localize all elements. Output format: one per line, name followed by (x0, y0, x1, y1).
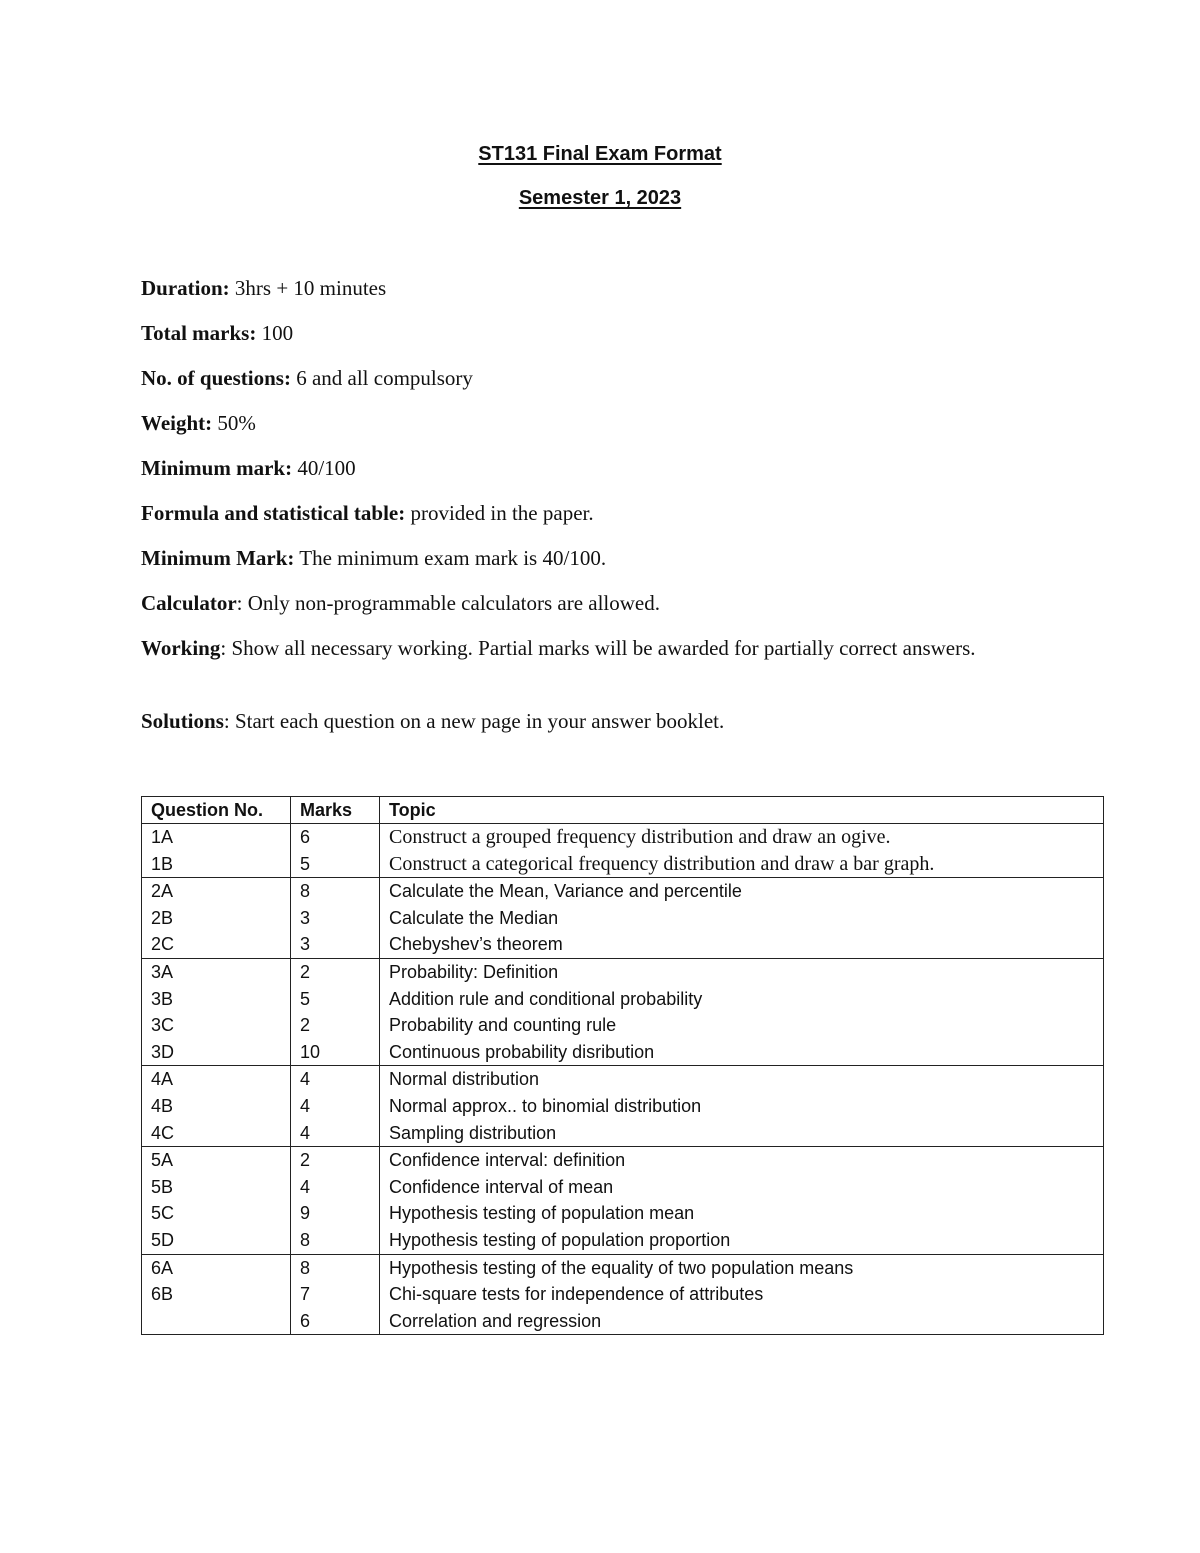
topic-cell: Addition rule and conditional probability (380, 986, 1104, 1013)
table-row (142, 1308, 1104, 1335)
marks-cell: 5 (291, 851, 380, 878)
info-value: 50% (212, 411, 256, 435)
info-value: : Show all necessary working. Partial marks will be awarded for partially correct answers. (220, 636, 976, 660)
table-row (142, 878, 1104, 905)
marks-cell: 2 (291, 1147, 380, 1174)
info-value: : Start each question on a new page in your answer booklet. (223, 709, 725, 733)
table-row (142, 1254, 1104, 1281)
info-label: Minimum mark: (141, 456, 293, 480)
marks-cell: 4 (291, 1174, 380, 1201)
question-cell: 5B (142, 1174, 291, 1201)
header-marks: Marks (291, 797, 380, 824)
marks-cell: 3 (291, 905, 380, 932)
info-value: provided in the paper. (405, 501, 594, 525)
marks-cell: 3 (291, 931, 380, 958)
question-cell: 6A (142, 1254, 291, 1281)
info-label: Total marks: (141, 321, 257, 345)
topic-cell: Confidence interval of mean (380, 1174, 1104, 1201)
marks-cell: 8 (291, 1227, 380, 1254)
question-cell: 5C (142, 1200, 291, 1227)
info-label: Solutions (141, 709, 224, 733)
topic-cell: Hypothesis testing of population proportion (380, 1227, 1104, 1254)
marks-cell: 10 (291, 1039, 380, 1066)
topic-cell: Probability: Definition (380, 958, 1104, 985)
info-working (141, 634, 1021, 662)
info-value: 3hrs + 10 minutes (229, 276, 387, 300)
marks-cell: 8 (291, 1254, 380, 1281)
info-solutions (141, 707, 1041, 735)
topic-cell: Normal approx.. to binomial distribution (380, 1093, 1104, 1120)
info-duration (141, 274, 1041, 302)
topic-cell: Chebyshev’s theorem (380, 931, 1104, 958)
question-cell (142, 1308, 291, 1335)
marks-cell: 9 (291, 1200, 380, 1227)
info-label: Calculator (141, 591, 237, 615)
info-label: Working (141, 636, 221, 660)
info-weight (141, 409, 1041, 437)
topic-cell: Correlation and regression (380, 1308, 1104, 1335)
question-cell: 1B (142, 851, 291, 878)
question-cell: 2A (142, 878, 291, 905)
question-cell: 3C (142, 1012, 291, 1039)
question-cell: 3A (142, 958, 291, 985)
question-cell: 5A (142, 1147, 291, 1174)
info-value: : Only non-programmable calculators are allowed. (236, 591, 660, 615)
table-row (142, 905, 1104, 932)
table-header-row (142, 797, 1104, 824)
exam-semester: Semester 1, 2023 (518, 187, 682, 209)
table-row (142, 1227, 1104, 1254)
info-label: Weight: (141, 411, 213, 435)
table-row (142, 958, 1104, 985)
info-minimum-mark-note (141, 544, 1041, 572)
header-topic: Topic (380, 797, 1104, 824)
info-minimum-mark (141, 454, 1041, 482)
marks-cell: 7 (291, 1281, 380, 1308)
topic-cell: Construct a categorical frequency distribution and draw a bar graph. (380, 851, 1104, 878)
topic-cell: Construct a grouped frequency distribution and draw an ogive. (380, 824, 1104, 851)
question-cell: 5D (142, 1227, 291, 1254)
marks-cell: 6 (291, 1308, 380, 1335)
question-cell: 6B (142, 1281, 291, 1308)
info-label: Minimum Mark: (141, 546, 295, 570)
info-total-marks (141, 319, 1041, 347)
table-row (142, 824, 1104, 851)
table-row (142, 1120, 1104, 1147)
header-question-no: Question No. (142, 797, 291, 824)
exam-title: ST131 Final Exam Format (478, 143, 722, 165)
info-label: No. of questions: (141, 366, 291, 390)
table-row (142, 1174, 1104, 1201)
marks-cell: 2 (291, 958, 380, 985)
table-row (142, 1093, 1104, 1120)
table-row (142, 1012, 1104, 1039)
question-cell: 4A (142, 1066, 291, 1093)
info-label: Duration: (141, 276, 230, 300)
topic-cell: Sampling distribution (380, 1120, 1104, 1147)
topic-cell: Hypothesis testing of population mean (380, 1200, 1104, 1227)
table-row (142, 1281, 1104, 1308)
info-formula-table (141, 499, 1041, 527)
topic-cell: Probability and counting rule (380, 1012, 1104, 1039)
table-row (142, 1147, 1104, 1174)
table-row (142, 851, 1104, 878)
question-cell: 3D (142, 1039, 291, 1066)
table-row (142, 1200, 1104, 1227)
info-value: 6 and all compulsory (290, 366, 473, 390)
question-cell: 2B (142, 905, 291, 932)
marks-cell: 6 (291, 824, 380, 851)
exam-topics-table (141, 796, 1104, 1335)
question-cell: 1A (142, 824, 291, 851)
table-row (142, 931, 1104, 958)
topic-cell: Normal distribution (380, 1066, 1104, 1093)
topic-cell: Chi-square tests for independence of attributes (380, 1281, 1104, 1308)
table-row (142, 1066, 1104, 1093)
marks-cell: 4 (291, 1120, 380, 1147)
topic-cell: Calculate the Median (380, 905, 1104, 932)
question-cell: 2C (142, 931, 291, 958)
info-value: 100 (256, 321, 294, 345)
marks-cell: 5 (291, 986, 380, 1013)
info-number-of-questions (141, 364, 1041, 392)
info-calculator (141, 589, 1041, 617)
topic-cell: Hypothesis testing of the equality of two population means (380, 1254, 1104, 1281)
info-value: The minimum exam mark is 40/100. (294, 546, 607, 570)
marks-cell: 4 (291, 1093, 380, 1120)
info-label: Formula and statistical table: (141, 501, 406, 525)
question-cell: 4B (142, 1093, 291, 1120)
topic-cell: Confidence interval: definition (380, 1147, 1104, 1174)
marks-cell: 4 (291, 1066, 380, 1093)
topic-cell: Continuous probability disribution (380, 1039, 1104, 1066)
table-row (142, 986, 1104, 1013)
table-row (142, 1039, 1104, 1066)
marks-cell: 8 (291, 878, 380, 905)
info-value: 40/100 (292, 456, 356, 480)
question-cell: 3B (142, 986, 291, 1013)
marks-cell: 2 (291, 1012, 380, 1039)
topic-cell: Calculate the Mean, Variance and percentile (380, 878, 1104, 905)
question-cell: 4C (142, 1120, 291, 1147)
